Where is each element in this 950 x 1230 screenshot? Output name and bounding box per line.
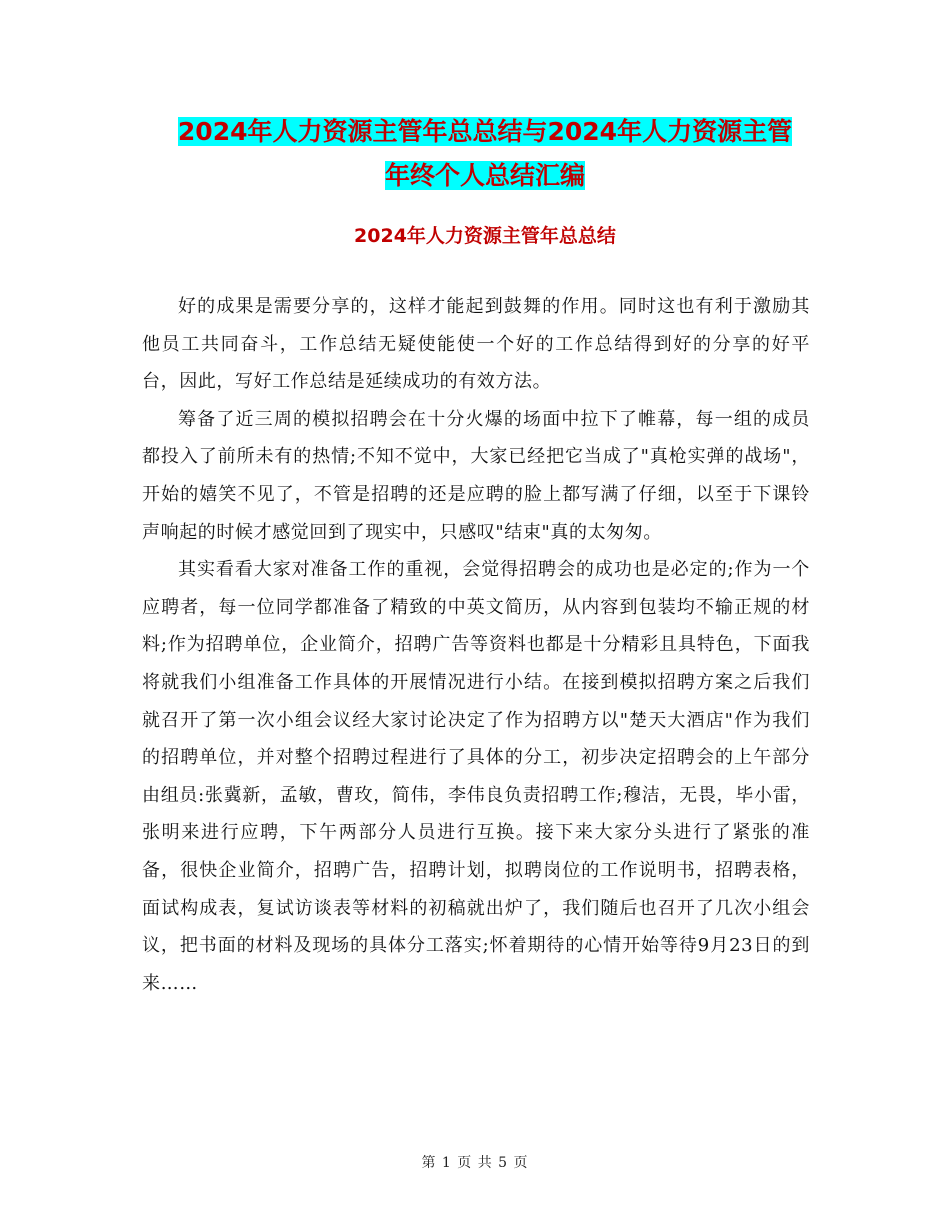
document-body bbox=[142, 288, 810, 1002]
paragraph-3: 其实看看大家对准备工作的重视，会觉得招聘会的成功也是必定的;作为一个应聘者，每一位同学都准备了精致的中英文简历，从内容到包装均不输正规的材料;作为招聘单位，企业简介，招聘广告等资料也都是十分精彩且具特色，下面我将就我们小组准备工作具体的开展情况进行小结。在接到模拟招聘方案之后我们就召开了第一次小组会议经大家讨论决定了作为招聘方以"楚天大酒店"作为我们的招聘单位，并对整个招聘过程进行了具体的分工，初步决定招聘会的上午部分由组员:张冀新，孟敏，曹玫，简伟，李伟良负责招聘工作;穆洁，无畏，毕小雷，张明来进行应聘，下午两部分人员进行互换。接下来大家分头进行了紧张的准备，很快企业简介，招聘广告，招聘计划，拟聘岗位的工作说明书，招聘表格，面试构成表，复试访谈表等材料的初稿就出炉了，我们随后也召开了几次小组会议，把书面的材料及现场的具体分工落实;怀着期待的心情开始等待9月23日的到来…… bbox=[142, 559, 810, 994]
document-title bbox=[140, 110, 830, 198]
section-title: 2024年人力资源主管年总总结 bbox=[354, 225, 616, 247]
page-footer: 第 1 页 共 5 页 bbox=[421, 1155, 529, 1171]
document-title-line-1: 2024年人力资源主管年总总结与2024年人力资源主管 bbox=[177, 117, 793, 146]
paragraph-1: 好的成果是需要分享的，这样才能起到鼓舞的作用。同时这也有利于激励其他员工共同奋斗，工作总结无疑使能使一个好的工作总结得到好的分享的好平台，因此，写好工作总结是延续成功的有效方法。 bbox=[142, 296, 810, 393]
document-title-line-2: 年终个人总结汇编 bbox=[384, 161, 585, 190]
paragraph-2: 筹备了近三周的模拟招聘会在十分火爆的场面中拉下了帷幕，每一组的成员都投入了前所未有的热情;不知不觉中，大家已经把它当成了"真枪实弹的战场"，开始的嬉笑不见了，不管是招聘的还是应聘的脸上都写满了仔细，以至于下课铃声响起的时候才感觉回到了现实中，只感叹"结束"真的太匆匆。 bbox=[142, 408, 810, 543]
